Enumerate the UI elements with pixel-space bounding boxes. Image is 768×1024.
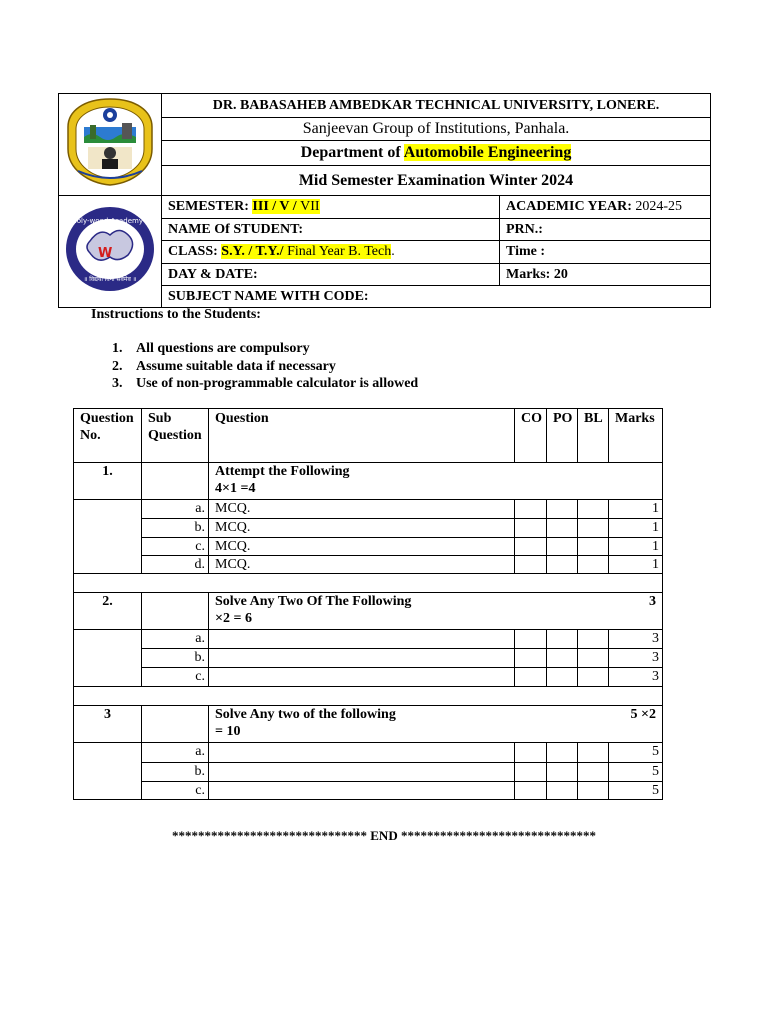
table-row <box>74 649 663 668</box>
question-text: MCQ. <box>209 500 515 519</box>
table-row <box>74 593 663 630</box>
question-text <box>209 763 515 782</box>
class-label: CLASS: <box>168 244 222 259</box>
university-logo-icon <box>64 97 156 187</box>
department-title <box>162 141 711 166</box>
spacer-row <box>74 574 663 593</box>
student-name-cell: NAME Of STUDENT: <box>162 219 500 241</box>
marks-value: 5 <box>609 782 663 800</box>
question-number: 2. <box>74 593 142 630</box>
sub-question-label: b. <box>142 763 209 782</box>
question-title: Attempt the Following 4×1 =4 <box>209 463 663 500</box>
academic-year-cell <box>500 196 711 219</box>
department-name: Automobile Engineering <box>403 144 572 161</box>
marks-value: 1 <box>609 538 663 556</box>
marks-value: 3 <box>609 630 663 649</box>
question-text: MCQ. <box>209 556 515 574</box>
table-row <box>74 500 663 519</box>
day-date-cell: DAY & DATE: <box>162 264 500 286</box>
sub-question-label: c. <box>142 782 209 800</box>
prn-cell: PRN.: <box>500 219 711 241</box>
marks-value: 3 <box>609 649 663 668</box>
group-name: Sanjeevan Group of Institutions, Panhala. <box>162 118 711 141</box>
class-value-end: . <box>391 244 395 259</box>
marks-value: 5 <box>609 743 663 763</box>
header-question: Question <box>209 409 515 463</box>
table-row <box>74 556 663 574</box>
university-name: DR. BABASAHEB AMBEDKAR TECHNICAL UNIVERSITY, LONERE. <box>162 94 711 118</box>
table-row <box>74 463 663 500</box>
question-text <box>209 649 515 668</box>
question-text: MCQ. <box>209 519 515 538</box>
academy-logo-tagline: ॥ विद्यया विना सर्वमेव ॥ <box>83 276 137 283</box>
question-title: Solve Any Two Of The Following 3 ×2 = 6 <box>209 593 663 630</box>
semester-label: SEMESTER: <box>168 199 253 214</box>
svg-text:W: W <box>98 246 113 261</box>
question-text <box>209 782 515 800</box>
class-cell <box>162 241 500 264</box>
header-po: PO <box>547 409 578 463</box>
table-header-row <box>74 409 663 463</box>
table-row <box>74 630 663 649</box>
sub-question-label: c. <box>142 538 209 556</box>
class-value-plain: Final Year B. Tech <box>283 244 392 259</box>
marks-value: 1 <box>609 500 663 519</box>
question-text <box>209 668 515 687</box>
time-cell: Time : <box>500 241 711 264</box>
marks-cell: Marks: 20 <box>500 264 711 286</box>
sub-question-label: d. <box>142 556 209 574</box>
instruction-item: 1. All questions are compulsory <box>112 341 310 356</box>
table-row <box>74 706 663 743</box>
subject-cell: SUBJECT NAME WITH CODE: <box>162 286 711 308</box>
table-row <box>74 743 663 763</box>
end-marker: ****************************** END ****************************** <box>172 828 596 843</box>
instructions-list <box>112 340 418 393</box>
table-row <box>74 782 663 800</box>
class-value-bold: S.Y. / T.Y./ <box>221 244 284 259</box>
instruction-item: 2. Assume suitable data if necessary <box>112 358 336 374</box>
header-sub-question: Sub Question <box>142 409 209 463</box>
question-number: 1. <box>74 463 142 500</box>
header-question-no: Question No. <box>74 409 142 463</box>
marks-value: 1 <box>609 519 663 538</box>
academic-year-value: 2024-25 <box>635 199 683 214</box>
question-number: 3 <box>74 706 142 743</box>
sub-question-label: b. <box>142 649 209 668</box>
table-row <box>74 538 663 556</box>
semester-cell <box>162 196 500 219</box>
spacer-row <box>74 687 663 706</box>
instructions-title: Instructions to the Students: <box>91 307 261 322</box>
sub-question-label: b. <box>142 519 209 538</box>
question-text <box>209 630 515 649</box>
header-co: CO <box>515 409 547 463</box>
table-row <box>74 519 663 538</box>
header-marks: Marks <box>609 409 663 463</box>
question-table <box>73 408 663 800</box>
table-row <box>74 668 663 687</box>
question-text <box>209 743 515 763</box>
semester-value-plain: VII <box>300 199 320 214</box>
academic-year-label: ACADEMIC YEAR: <box>506 199 636 214</box>
marks-value: 3 <box>609 668 663 687</box>
sub-question-label: c. <box>142 668 209 687</box>
exam-title: Mid Semester Examination Winter 2024 <box>162 166 711 196</box>
academy-logo-icon <box>62 201 158 297</box>
marks-value: 5 <box>609 763 663 782</box>
question-title: Solve Any two of the following 5 ×2 = 10 <box>209 706 663 743</box>
sub-question-label: a. <box>142 743 209 763</box>
department-prefix: Department of <box>300 144 404 161</box>
marks-value: 1 <box>609 556 663 574</box>
question-text: MCQ. <box>209 538 515 556</box>
semester-value-bold: III / V / <box>252 199 301 214</box>
sub-question-label: a. <box>142 500 209 519</box>
university-logo-cell <box>59 94 162 196</box>
header-bl: BL <box>578 409 609 463</box>
header-table <box>58 93 711 308</box>
academy-logo-text: Holy-wood Academy's <box>71 217 149 225</box>
instruction-item: 3. Use of non-programmable calculator is allowed <box>112 376 419 391</box>
sub-question-label: a. <box>142 630 209 649</box>
academy-logo-cell <box>59 196 162 308</box>
table-row <box>74 763 663 782</box>
